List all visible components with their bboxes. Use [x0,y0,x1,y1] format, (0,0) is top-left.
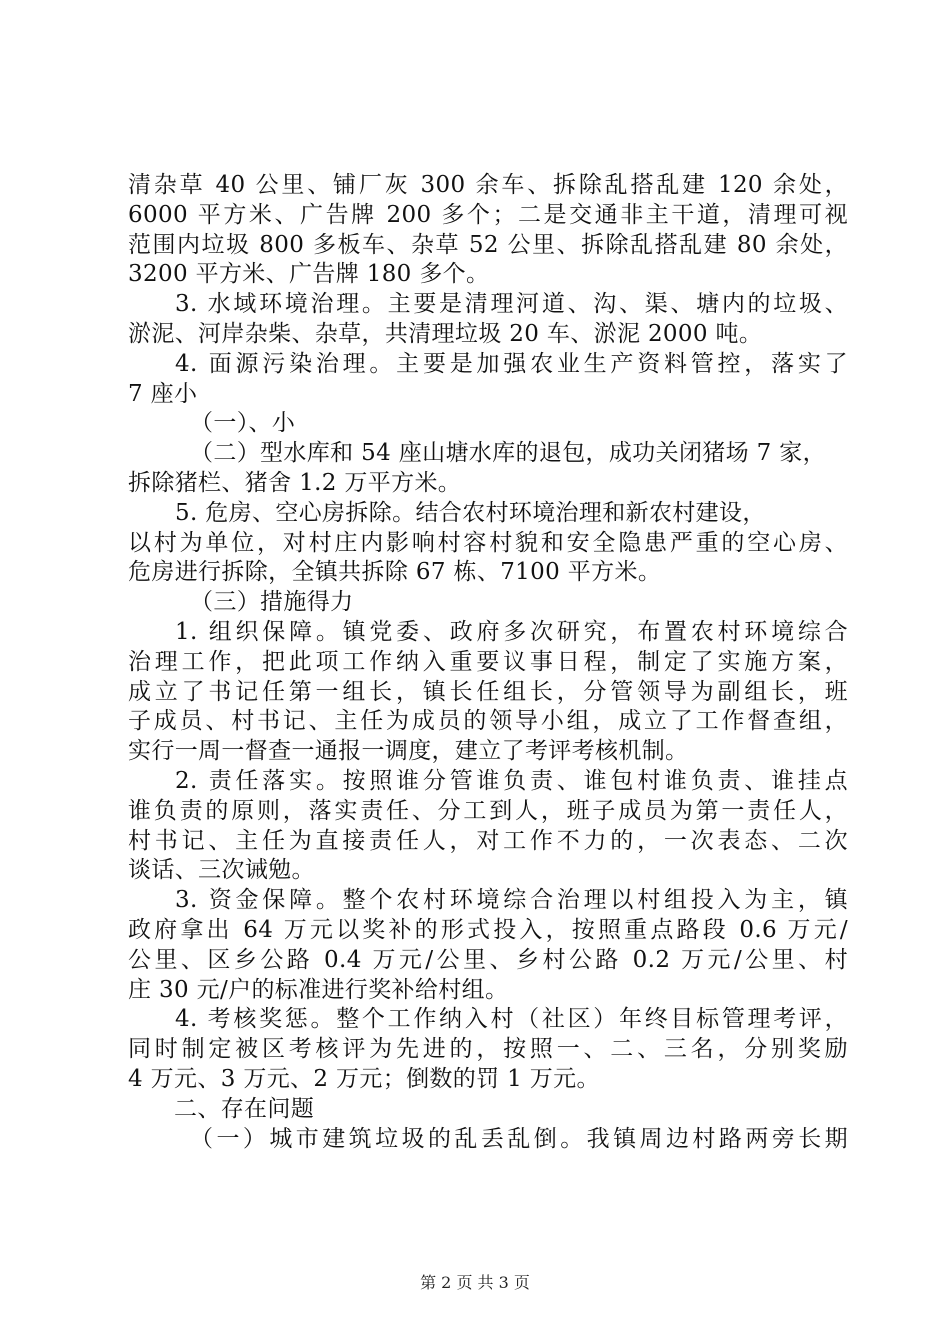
text-line: 二、存在问题 [174,1095,315,1122]
text-line: 清杂草 40 公里、铺厂灰 300 余车、拆除乱搭乱建 120 余处， [128,172,848,198]
text-line: 3. 资金保障。整个农村环境综合治理以村组投入为主，镇 [175,887,848,914]
text-line: 1. 组织保障。镇党委、政府多次研究，布置农村环境综合 [175,618,848,645]
text-line: 拆除猪栏、猪舍 1.2 万平方米。 [128,469,462,496]
text-line: 4. 考核奖惩。整个工作纳入村（社区）年终目标管理考评， [175,1006,848,1033]
text-line: 谈话、三次诫勉。 [128,857,315,884]
text-line: 危房进行拆除，全镇共拆除 67 栋、7100 平方米。 [128,559,662,586]
text-line: 6000 平方米、广告牌 200 多个；二是交通非主干道，清理可视 [128,201,848,228]
text-line: 4. 面源污染治理。主要是加强农业生产资料管控，落实了 [175,350,848,377]
text-line: 5. 危房、空心房拆除。结合农村环境治理和新农村建设， [175,499,766,526]
text-line: 7 座小 [128,380,198,407]
text-line: （一）城市建筑垃圾的乱丢乱倒。我镇周边村路两旁长期 [190,1125,848,1152]
document-body [128,171,848,1154]
text-line: 同时制定被区考核评为先进的，按照一、二、三名，分别奖励 [128,1036,848,1063]
text-line: 淤泥、河岸杂柴、杂草，共清理垃圾 20 车、淤泥 2000 吨。 [128,320,763,347]
text-line: 治理工作，把此项工作纳入重要议事日程，制定了实施方案， [128,648,848,675]
text-line: 庄 30 元/户的标准进行奖补给村组。 [128,976,509,1003]
text-line: 3. 水域环境治理。主要是清理河道、沟、渠、塘内的垃圾、 [175,291,848,318]
text-line: 2. 责任落实。按照谁分管谁负责、谁包村谁负责、谁挂点 [175,767,848,794]
text-line: 成立了书记任第一组长，镇长任组长，分管领导为副组长，班 [128,678,848,705]
page-footer: 第 2 页 共 3 页 [420,1273,530,1292]
text-line: 范围内垃圾 800 多板车、杂草 52 公里、拆除乱搭乱建 80 余处， [128,231,848,258]
text-line: （三）措施得力 [190,589,354,616]
text-line: 3200 平方米、广告牌 180 多个。 [128,261,490,288]
text-line: 4 万元、3 万元、2 万元；倒数的罚 1 万元。 [128,1065,600,1092]
text-line: （二）型水库和 54 座山塘水库的退包，成功关闭猪场 7 家， [190,440,826,467]
text-line: 实行一周一督查一通报一调度，建立了考评考核机制。 [128,738,689,765]
text-line: 政府拿出 64 万元以奖补的形式投入，按照重点路段 0.6 万元/ [128,916,848,943]
text-line: 子成员、村书记、主任为成员的领导小组，成立了工作督查组， [128,708,848,735]
text-line: （一）、小 [190,410,296,437]
text-line: 谁负责的原则，落实责任、分工到人，班子成员为第一责任人， [128,797,848,824]
text-line: 公里、区乡公路 0.4 万元/公里、乡村公路 0.2 万元/公里、村 [128,946,848,973]
text-line: 村书记、主任为直接责任人，对工作不力的，一次表态、二次 [128,827,848,854]
text-line: 以村为单位，对村庄内影响村容村貌和安全隐患严重的空心房、 [128,529,848,556]
